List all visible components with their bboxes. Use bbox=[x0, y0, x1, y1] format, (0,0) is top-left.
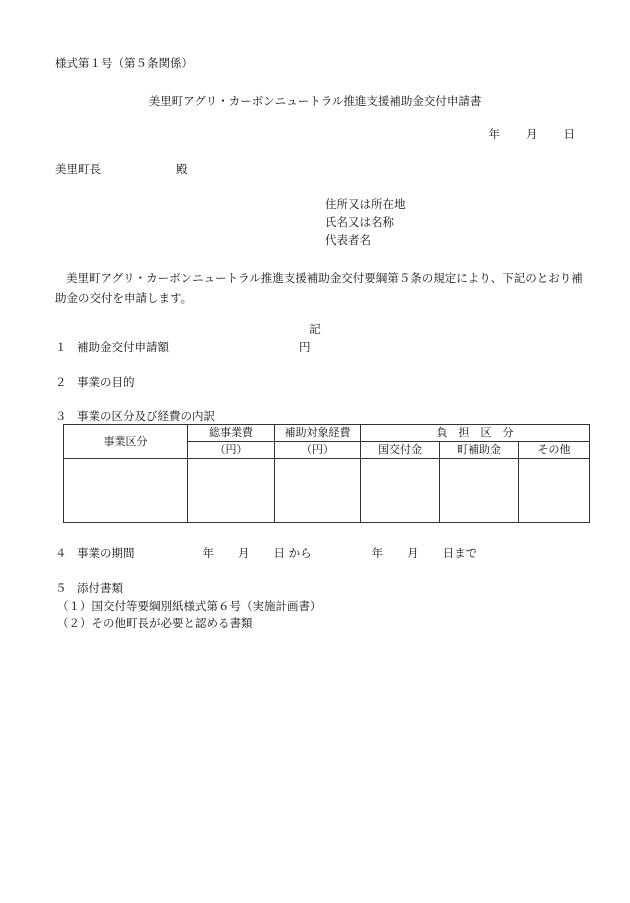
ki-heading: 記 bbox=[309, 322, 321, 336]
date-year: 年 bbox=[488, 127, 500, 141]
item-1-amount bbox=[55, 340, 311, 354]
cell-town-subsidy[interactable] bbox=[440, 459, 519, 523]
header-town-subsidy: 町補助金 bbox=[440, 442, 519, 459]
header-business-category: 事業区分 bbox=[64, 425, 188, 459]
item-2-number: ２ bbox=[55, 375, 67, 389]
form-number: 様式第１号（第５条関係） bbox=[55, 56, 193, 70]
item-5-number: ５ bbox=[55, 581, 67, 595]
item-2-label: 事業の目的 bbox=[77, 375, 135, 389]
header-national-grant: 国交付金 bbox=[361, 442, 440, 459]
item-3-breakdown bbox=[55, 409, 215, 423]
cell-total-cost[interactable] bbox=[188, 459, 275, 523]
applicant-block bbox=[325, 197, 406, 251]
item-1-number: １ bbox=[55, 340, 67, 354]
header-total-cost-unit: （円） bbox=[188, 442, 275, 459]
item-5-label: 添付書類 bbox=[77, 581, 123, 595]
date-line bbox=[489, 127, 576, 141]
period-start-day: 日 から bbox=[273, 546, 312, 560]
cell-other[interactable] bbox=[519, 459, 590, 523]
date-day: 日 bbox=[563, 127, 575, 141]
item-3-label: 事業の区分及び経費の内訳 bbox=[77, 409, 215, 423]
cell-eligible-cost[interactable] bbox=[275, 459, 361, 523]
applicant-address-label: 住所又は所在地 bbox=[325, 197, 406, 211]
addressee bbox=[55, 162, 188, 176]
header-eligible-cost: 補助対象経費 bbox=[275, 425, 361, 442]
cell-business-category[interactable] bbox=[64, 459, 188, 523]
header-burden-division: 負 担 区 分 bbox=[361, 425, 590, 442]
item-4-number: ４ bbox=[55, 546, 67, 560]
cell-national-grant[interactable] bbox=[361, 459, 440, 523]
header-other: その他 bbox=[519, 442, 590, 459]
item-3-number: ３ bbox=[55, 409, 67, 423]
applicant-name-label: 氏名又は名称 bbox=[325, 215, 394, 229]
item-1-unit: 円 bbox=[299, 340, 311, 354]
attachment-item: （１）国交付等要綱別紙様式第６号（実施計画書） bbox=[57, 599, 322, 613]
item-5-attachments bbox=[55, 581, 123, 595]
header-total-cost: 総事業費 bbox=[188, 425, 275, 442]
attachment-item: （２）その他町長が必要と認める書類 bbox=[57, 616, 253, 630]
item-4-label: 事業の期間 bbox=[77, 546, 135, 560]
expense-table bbox=[63, 424, 590, 523]
period-end-day: 日まで bbox=[442, 546, 478, 560]
header-eligible-cost-unit: （円） bbox=[275, 442, 361, 459]
period-start-year: 年 bbox=[202, 546, 214, 560]
document-title: 美里町アグリ・カーボンニュートラル推進支援補助金交付申請書 bbox=[148, 94, 482, 108]
addressee-name: 美里町長 bbox=[55, 162, 101, 176]
period-start-month: 月 bbox=[238, 546, 250, 560]
applicant-representative-label: 代表者名 bbox=[325, 233, 371, 247]
addressee-honorific: 殿 bbox=[176, 162, 188, 176]
body-paragraph: 美里町アグリ・カーボンニュートラル推進支援補助金交付要綱第５条の規定により、下記のとおり補助金の交付を申請します。 bbox=[55, 271, 583, 305]
item-2-purpose bbox=[55, 375, 135, 389]
date-month: 月 bbox=[526, 127, 538, 141]
period-end-month: 月 bbox=[407, 546, 419, 560]
period-end-year: 年 bbox=[371, 546, 384, 560]
item-1-label: 補助金交付申請額 bbox=[77, 340, 169, 354]
item-4-period bbox=[55, 546, 477, 560]
